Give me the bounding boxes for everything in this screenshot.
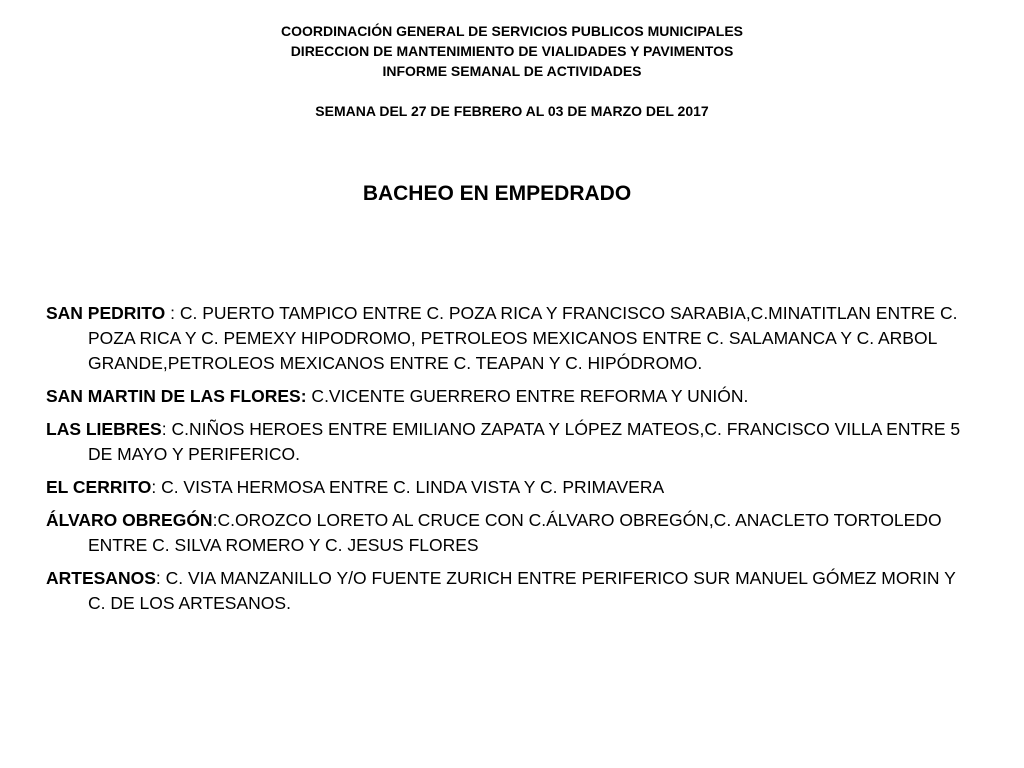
location-details: : C. VIA MANZANILLO Y/O FUENTE ZURICH ENTRE PERIFERICO SUR MANUEL GÓMEZ MORIN Y C. DE LOS ARTESANOS. bbox=[88, 568, 956, 613]
location-list bbox=[46, 301, 976, 624]
location-name: ARTESANOS bbox=[46, 568, 156, 588]
list-item bbox=[46, 417, 976, 467]
location-name: SAN PEDRITO bbox=[46, 303, 171, 323]
location-details: : C. PUERTO TAMPICO ENTRE C. POZA RICA Y FRANCISCO SARABIA,C.MINATITLAN ENTRE C. POZA RICA Y C. PEMEXY HIPODROMO, PETROLEOS MEXICANOS ENTRE C. SALAMANCA Y C. ARBOL GRANDE,PETROLEOS MEXICANOS ENTRE C. TEAPAN Y C. HIPÓDROMO. bbox=[88, 303, 958, 373]
header-report-type: INFORME SEMANAL DE ACTIVIDADES bbox=[382, 63, 642, 79]
location-name: ÁLVARO OBREGÓN bbox=[46, 510, 213, 530]
location-name: EL CERRITO bbox=[46, 477, 152, 497]
list-item bbox=[46, 508, 976, 558]
location-details: :C.OROZCO LORETO AL CRUCE CON C.ÁLVARO OBREGÓN,C. ANACLETO TORTOLEDO ENTRE C. SILVA ROMERO Y C. JESUS FLORES bbox=[88, 510, 942, 555]
section-title: BACHEO EN EMPEDRADO bbox=[362, 182, 632, 205]
location-details: : C. VISTA HERMOSA ENTRE C. LINDA VISTA Y C. PRIMAVERA bbox=[151, 477, 665, 497]
list-item bbox=[46, 566, 976, 616]
location-name: LAS LIEBRES bbox=[46, 419, 162, 439]
location-name: SAN MARTIN DE LAS FLORES: bbox=[46, 386, 307, 406]
header-week-range: SEMANA DEL 27 DE FEBRERO AL 03 DE MARZO DEL 2017 bbox=[315, 103, 709, 119]
list-item bbox=[46, 301, 976, 376]
document-header bbox=[0, 21, 1024, 121]
header-organization: COORDINACIÓN GENERAL DE SERVICIOS PUBLICOS MUNICIPALES bbox=[280, 23, 744, 39]
list-item bbox=[46, 384, 976, 409]
location-details: : C.NIÑOS HEROES ENTRE EMILIANO ZAPATA Y LÓPEZ MATEOS,C. FRANCISCO VILLA ENTRE 5 DE MAYO Y PERIFERICO. bbox=[88, 419, 961, 464]
list-item bbox=[46, 475, 976, 500]
header-department: DIRECCION DE MANTENIMIENTO DE VIALIDADES Y PAVIMENTOS bbox=[290, 43, 734, 59]
location-details: C.VICENTE GUERRERO ENTRE REFORMA Y UNIÓN. bbox=[306, 386, 749, 406]
